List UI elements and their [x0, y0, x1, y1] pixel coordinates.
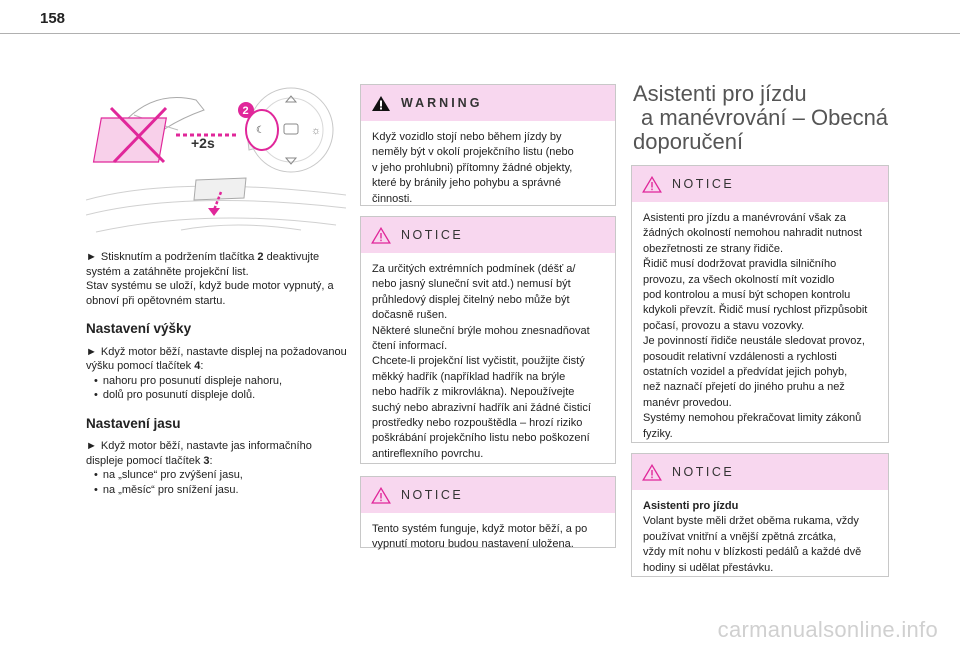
timer-label: +2s	[191, 135, 215, 151]
warning-title: WARNING	[401, 96, 483, 110]
text-line: kdykoli převzít. Řidič musí rychlost přizpůsobit	[643, 304, 868, 317]
section-title-line: a manévrování – Obecná	[641, 105, 889, 130]
text-line: činnosti.	[372, 192, 413, 205]
notice-icon	[371, 227, 391, 244]
text-line: hodiny si udělat přestávku.	[643, 561, 774, 574]
text-line: nebo hadřík z mikrovlákna). Nepoužívejte	[372, 386, 575, 399]
notice-header	[632, 454, 888, 490]
notice-header	[361, 217, 615, 253]
section-title	[633, 82, 923, 154]
text-line: Když vozidlo stojí nebo během jízdy by	[372, 131, 562, 143]
text-line: obezřetnosti ze strany řidiče.	[643, 242, 784, 255]
height-text-b: :	[200, 360, 204, 372]
intro-button-number: 2	[257, 251, 264, 263]
notice-box-driving-aids	[631, 453, 889, 577]
text-line: Asistenti pro jízdu a manévrování však za	[643, 212, 846, 224]
svg-text:☾: ☾	[256, 125, 265, 136]
height-list	[94, 374, 348, 403]
height-button-number: 4	[194, 360, 201, 372]
brightness-list	[94, 468, 348, 497]
text-line: čtení informací.	[372, 340, 448, 353]
notice-body	[361, 253, 615, 470]
text-line: v jeho prohlubni) přítomny žádné objekty,	[372, 161, 573, 174]
notice-subtitle: Asistenti pro jízdu	[643, 500, 739, 512]
text-line: vypnutí motoru budou nastavení uložena.	[372, 538, 574, 551]
notice-title: NOTICE	[401, 228, 464, 242]
text-line: poškrábání projekčního listu nebo poškození	[372, 432, 590, 445]
header-divider	[0, 33, 960, 34]
notice-title: NOTICE	[401, 488, 464, 502]
intro-text-a: Stisknutím a podržením tlačítka	[100, 251, 258, 263]
intro-text-b: deaktivujte systém a zatáhněte projekční list.	[86, 251, 320, 278]
text-line: fyziky.	[643, 427, 673, 440]
arrow-right-icon: ►	[86, 345, 97, 358]
text-line: Chcete-li projekční list vyčistit, použijte čistý	[372, 355, 585, 368]
notice-body	[632, 490, 888, 584]
text-line: Je povinností řidiče neustále sledovat provoz,	[643, 335, 865, 348]
text-line: Systémy nemohou překračovat limity zákonů	[643, 412, 862, 425]
notice-box-readability	[360, 216, 616, 464]
hud-illustration-svg	[86, 80, 346, 240]
notice-body	[632, 202, 888, 450]
text-line: průhledový displej čitelný nebo může být	[372, 293, 570, 306]
warning-icon	[371, 95, 391, 112]
notice-title: NOTICE	[672, 465, 735, 479]
brightness-text-a: Když motor běží, nastavte jas informačního displeje pomocí tlačítek	[86, 440, 312, 467]
warning-header	[361, 85, 615, 121]
text-line: ostatních vozidel a předvídat jejich pohyb,	[643, 366, 848, 379]
brightness-text-b: :	[209, 454, 213, 467]
svg-text:☼: ☼	[311, 125, 322, 137]
text-line: Řidič musí dodržovat pravidla silničního	[643, 258, 837, 271]
text-line: posoudit relativní vzdálenosti a rychlosti	[643, 350, 837, 363]
text-line: Některé sluneční brýle mohou znesnadňovat	[372, 324, 590, 337]
notice-title: NOTICE	[672, 177, 735, 191]
text-line: používat vnitřní a vnější zpětná zrcátka,	[643, 530, 837, 543]
text-line: manévr provedou.	[643, 396, 732, 409]
list-item: • na „slunce“ pro zvýšení jasu,	[94, 468, 348, 483]
text-line: prostředky nebo rozpouštědla – hrozí riziko	[372, 417, 583, 430]
list-item: • na „měsíc“ pro snížení jasu.	[94, 483, 348, 498]
brightness-heading: Nastavení jasu	[86, 415, 181, 431]
text-line: neměly být v okolí projekčního listu (nebo	[372, 146, 574, 159]
height-text-a: Když motor běží, nastavte displej na požadovanou výšku pomocí tlačítek	[86, 345, 347, 372]
watermark: carmanualsonline.info	[717, 617, 938, 642]
text-line: než naznačí přejetí do jiného pruhu a než	[643, 381, 845, 394]
notice-header	[361, 477, 615, 513]
badge-number: 2	[242, 105, 249, 117]
column-left-text	[86, 250, 348, 497]
notice-icon	[642, 176, 662, 193]
notice-body	[361, 513, 615, 561]
arrow-right-icon: ►	[86, 440, 97, 452]
height-paragraph	[86, 345, 348, 374]
hud-button-illustration	[86, 80, 346, 240]
intro-paragraph	[86, 250, 348, 279]
text-line: Volant byste měli držet oběma rukama, vždy	[643, 515, 859, 528]
text-line: pod kontrolou a musí být schopen kontrolu	[643, 289, 851, 302]
notice-box-driver-responsibility	[631, 165, 889, 443]
notice-icon	[642, 464, 662, 481]
text-line: nebo jasný sluneční svit atd.) nemusí být	[372, 278, 571, 291]
height-heading: Nastavení výšky	[86, 321, 192, 336]
notice-header	[632, 166, 888, 202]
section-title-line: Asistenti pro jízdu	[633, 81, 807, 106]
text-line: které by bránily jeho pohybu a správné	[372, 177, 561, 190]
section-title-line: doporučení	[633, 129, 744, 154]
notice-icon	[371, 487, 391, 504]
warning-box	[360, 84, 616, 206]
intro-paragraph-2: Stav systému se uloží, když bude motor vypnutý, a obnoví při opětovném startu.	[86, 280, 334, 307]
text-line: žádných okolností nemohou nahradit nutnost	[643, 227, 862, 240]
notice-box-settings	[360, 476, 616, 551]
page-number: 158	[40, 10, 66, 27]
text-line: Za určitých extrémních podmínek (déšť a/	[372, 263, 576, 275]
text-line: provozu, za všech okolností mít vozidlo	[643, 273, 835, 286]
text-line: Tento systém funguje, když motor běží, a po	[372, 523, 588, 535]
list-item: • nahoru pro posunutí displeje nahoru,	[94, 374, 348, 389]
arrow-right-icon: ►	[86, 251, 97, 263]
brightness-button-number: 3	[203, 454, 210, 467]
text-line: suchý nebo abrazivní hadřík ani žádné čisticí	[372, 401, 591, 414]
text-line: antireflexního povrchu.	[372, 447, 484, 460]
text-line: dočasně rušen.	[372, 309, 448, 322]
text-line: měkký hadřík (například hadřík na brýle	[372, 370, 566, 383]
brightness-paragraph	[86, 439, 348, 468]
warning-body	[361, 121, 615, 215]
text-line: počasí, provozu a stavu vozovky.	[643, 319, 805, 332]
list-item: • dolů pro posunutí displeje dolů.	[94, 388, 348, 403]
text-line: vždy mít nohu v blízkosti pedálů a každé dvě	[643, 546, 862, 559]
